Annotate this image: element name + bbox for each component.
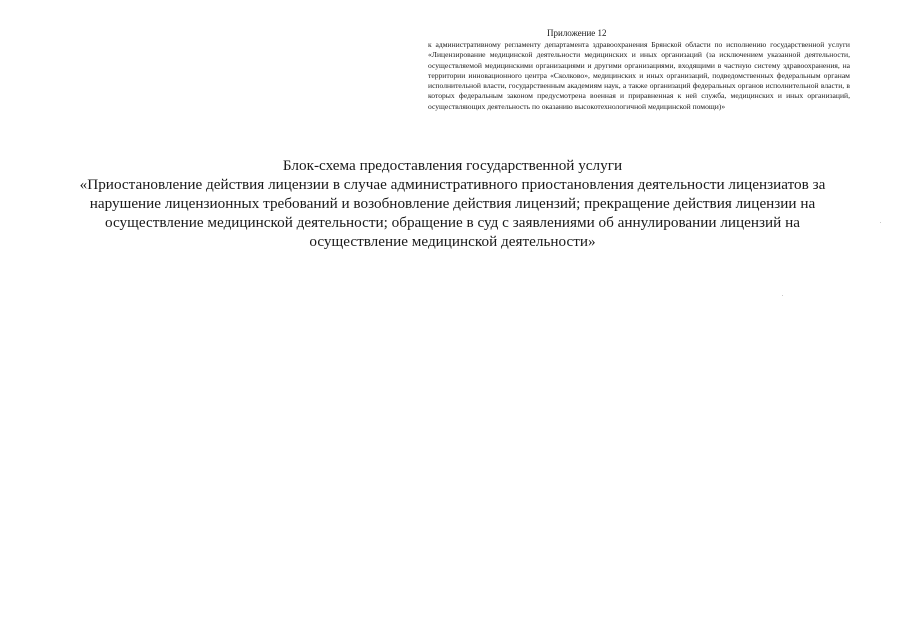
document-title [60,156,845,251]
title-line-3: нарушение лицензионных требований и возобновление действия лицензий; прекращение действия лицензии на [89,195,816,212]
title-line-4: осуществление медицинской деятельности; обращение в суд с заявлениями об аннулировании лицензий на [105,214,800,231]
scan-speck [880,222,881,223]
title-line-5: осуществление медицинской деятельности» [309,233,596,250]
scan-speck [782,295,783,296]
appendix-text: к административному регламенту департамента здравоохранения Брянской области по исполнению государственной услуги «Лицензирование медицинской деятельности медицинских и иных организаций (за исключением указанной деятельности, осуществляемой медицинскими организациями и другими организациями, входящими в частную систему здравоохранения, на территории инновационного центра «Сколково», медицинских и иных организаций, подведомственных федеральным органам исполнительной власти, государственным академиям наук, а также организаций федеральных органов исполнительной власти, в которых федеральным законом предусмотрена военная и приравненная к ней служба, медицинских и иных организаций, осуществляющих деятельность по оказанию высокотехнологичной медицинской помощи)» [428,40,850,111]
title-line-2: «Приостановление действия лицензии в случае административного приостановления деятельности лицензиатов за [79,176,826,193]
title-line-1: Блок-схема предоставления государственной услуги [282,157,623,174]
appendix-label: Приложение 12 [547,28,607,38]
appendix-header [428,28,850,112]
